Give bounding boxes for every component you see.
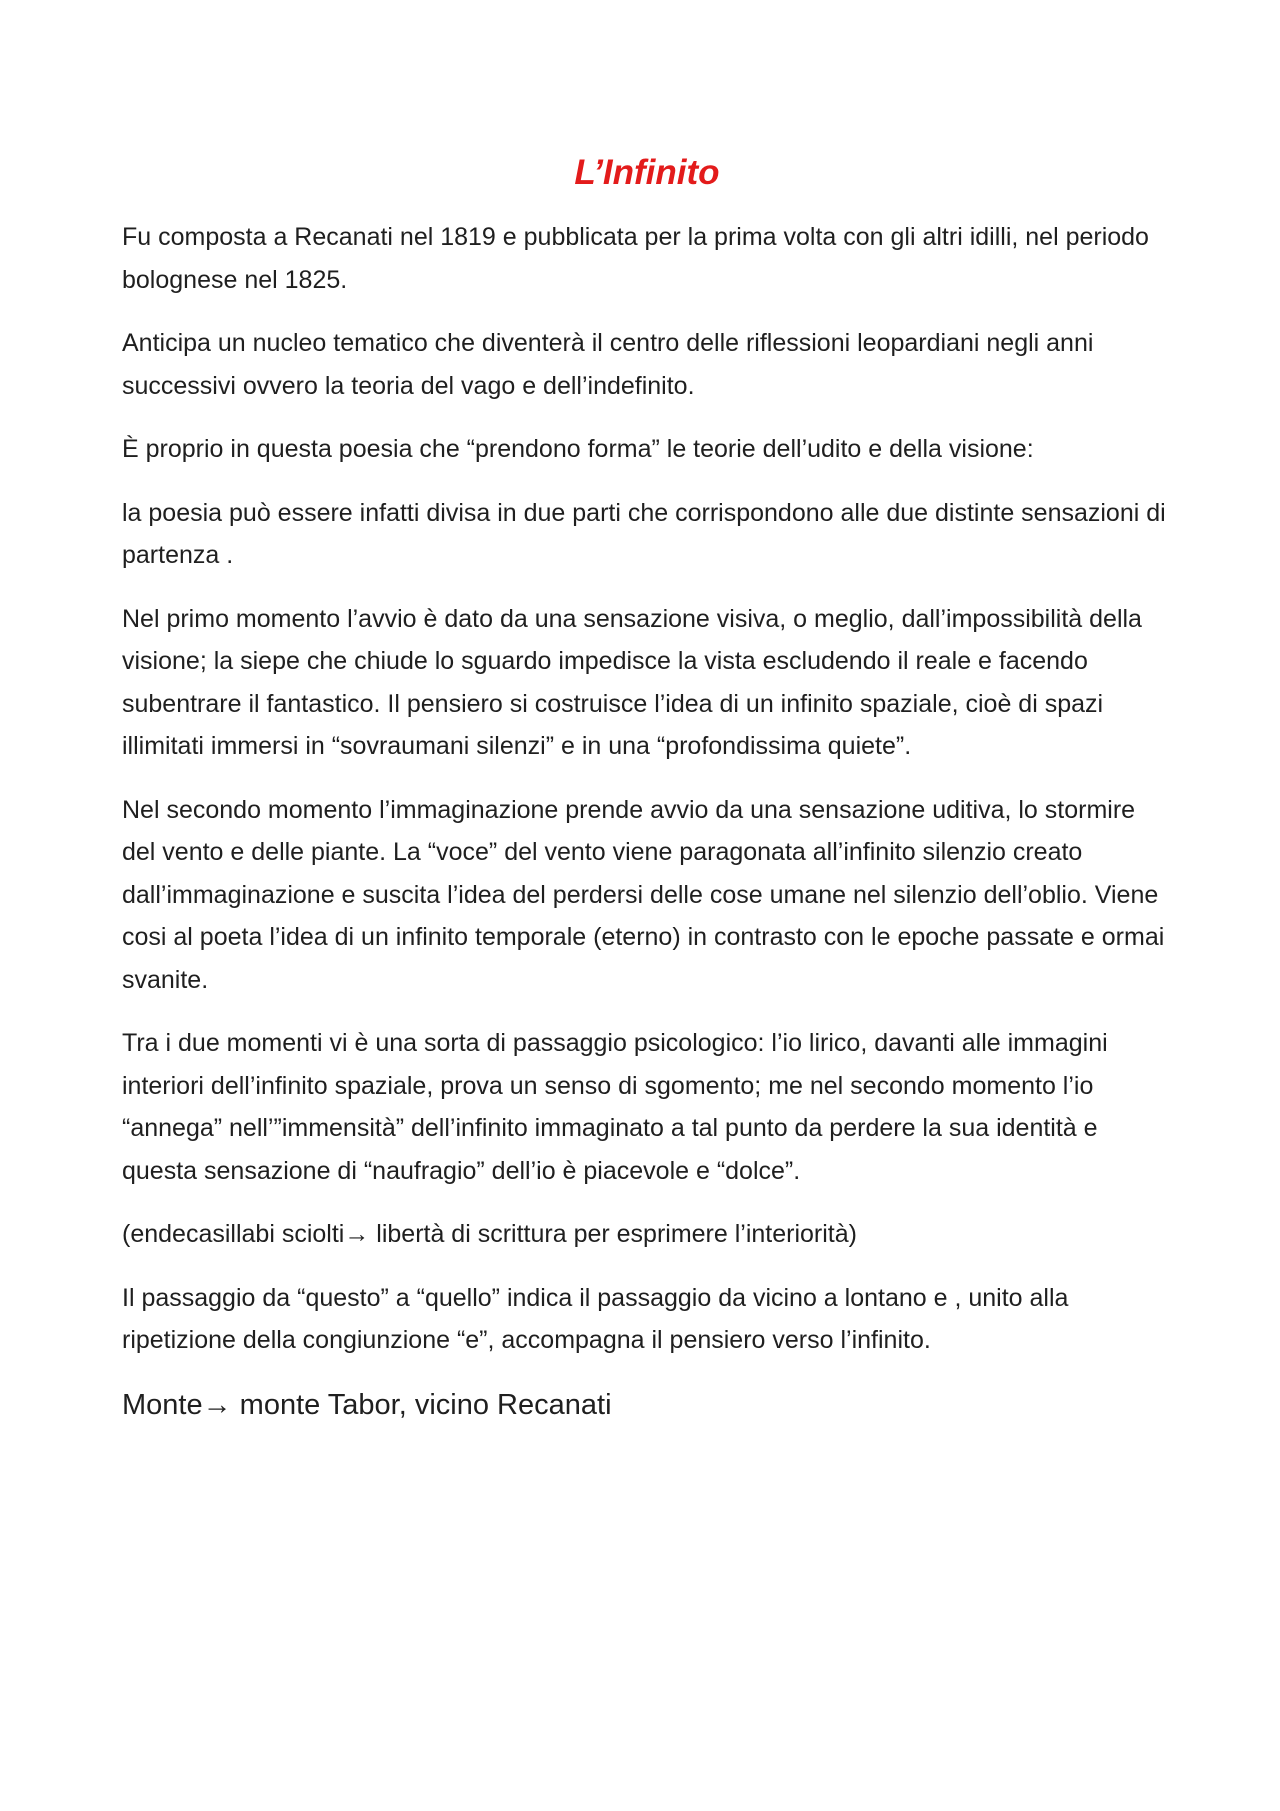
right-arrow-icon: → [202, 1388, 232, 1421]
paragraph-theme: Anticipa un nucleo tematico che diventerà il centro delle riflessioni leopardiani negli anni successivi ovvero la teoria del vago e dell’indefinito. [122, 329, 1094, 400]
paragraph-theories: È proprio in questa poesia che “prendono forma” le teorie dell’udito e della visione: [122, 435, 1034, 463]
document-body [122, 152, 1172, 1448]
document-title: L’Infinito [574, 153, 720, 192]
final-line-after: monte Tabor, vicino Recanati [231, 1388, 612, 1421]
note-text-after: libertà di scrittura per esprimere l’interiorità) [369, 1220, 857, 1248]
paragraph-second-moment: Nel secondo momento l’immaginazione prende avvio da una sensazione uditiva, lo stormire del vento e delle piante. La “voce” del vento viene paragonata all’infinito silenzio creato dall’immaginazione e suscita l’idea del perdersi delle cose umane nel silenzio dell’oblio. Viene cosi al poeta l’idea di un infinito temporale (eterno) in contrasto con le epoche passate e ormai svanite. [122, 795, 1165, 994]
paragraph-two-parts: la poesia può essere infatti divisa in due parti che corrispondono alle due distinte sensazioni di partenza . [122, 498, 1166, 569]
paragraph-psychological-passage: Tra i due momenti vi è una sorta di passaggio psicologico: l’io lirico, davanti alle immagini interiori dell’infinito spaziale, prova un senso di sgomento; me nel secondo momento l’io “annega” nell’”immensità” dell’infinito immaginato a tal punto da perdere la sua identità e questa sensazione di “naufragio” dell’io è piacevole e “dolce”. [122, 1029, 1108, 1185]
final-line-before: Monte [122, 1388, 203, 1421]
paragraph-questo-quello: Il passaggio da “questo” a “quello” indica il passaggio da vicino a lontano e , unito alla ripetizione della congiunzione “e”, accompagna il pensiero verso l’infinito. [122, 1283, 1069, 1354]
right-arrow-icon: → [344, 1220, 370, 1248]
paragraph-composition: Fu composta a Recanati nel 1819 e pubblicata per la prima volta con gli altri idilli, nel periodo bolognese nel 1825. [122, 223, 1149, 294]
final-line-monte [122, 1383, 1172, 1427]
note-endecasillabi [122, 1213, 1172, 1256]
paragraph-first-moment: Nel primo momento l’avvio è dato da una sensazione visiva, o meglio, dall’impossibilità della visione; la siepe che chiude lo sguardo impedisce la vista escludendo il reale e facendo subentrare il fantastico. Il pensiero si costruisce l’idea di un infinito spaziale, cioè di spazi illimitati immersi in “sovraumani silenzi” e in una “profondissima quiete”. [122, 604, 1142, 760]
note-text-before: (endecasillabi sciolti [122, 1220, 345, 1248]
